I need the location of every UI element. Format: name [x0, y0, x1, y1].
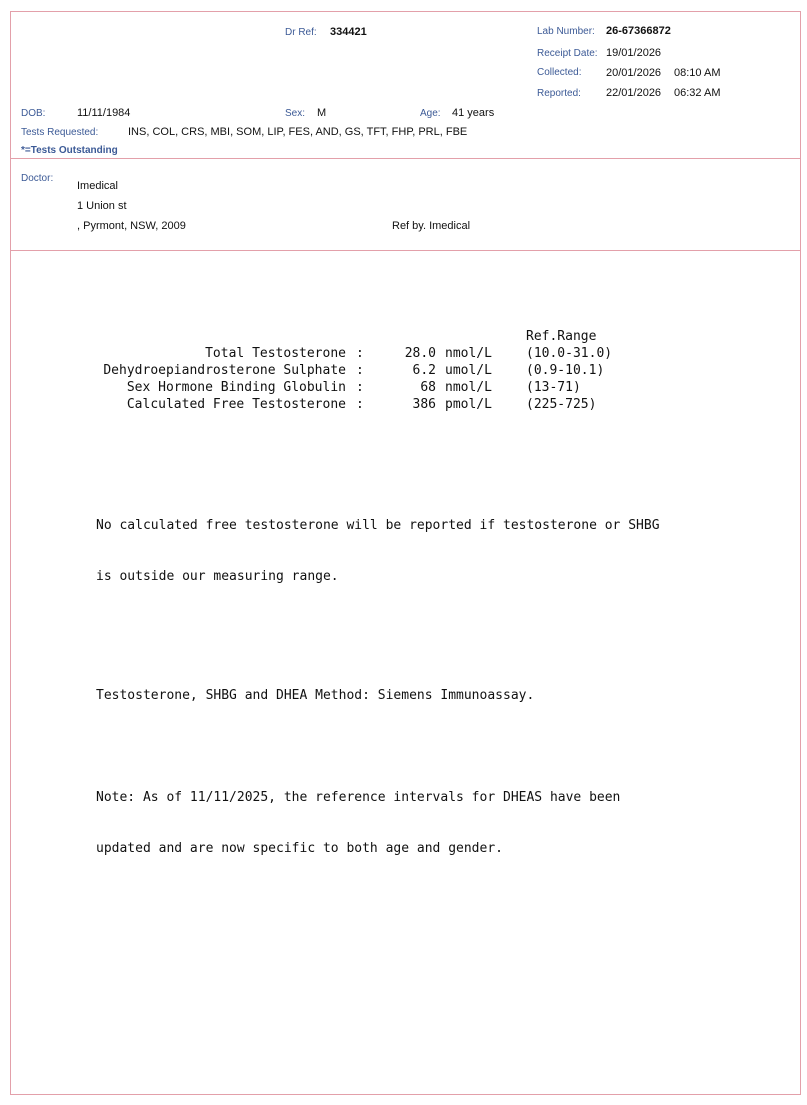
- result-ref-range: (225-725): [526, 397, 597, 412]
- result-name: Total Testosterone: [205, 346, 346, 361]
- reported-label: Reported:: [537, 88, 581, 99]
- result-name: Calculated Free Testosterone: [126, 397, 346, 412]
- sex-value: M: [317, 107, 327, 119]
- collected-time: 08:10 AM: [674, 67, 721, 79]
- result-ref-range: (10.0-31.0): [526, 346, 613, 361]
- ref-range-header: Ref.Range: [526, 329, 597, 344]
- result-value: 68: [420, 380, 436, 395]
- dob-label: DOB:: [21, 108, 46, 119]
- result-unit: pmol/L: [445, 397, 492, 412]
- reported-date: 22/01/2026: [606, 87, 662, 99]
- dheas-note-line2: updated and are now specific to both age and gender.: [96, 841, 503, 856]
- result-value: 28.0: [404, 346, 436, 361]
- free-testosterone-note-line1: No calculated free testosterone will be reported if testosterone or SHBG: [96, 518, 660, 533]
- ref-by: Ref by. Imedical: [392, 220, 471, 232]
- age-label: Age:: [420, 108, 441, 119]
- spacer: [96, 619, 660, 653]
- reported-time: 06:32 AM: [674, 87, 721, 99]
- age-value: 41 years: [452, 107, 495, 119]
- doctor-name: Imedical: [77, 180, 118, 192]
- result-unit: nmol/L: [445, 346, 492, 361]
- result-colon: :: [356, 346, 364, 361]
- method-note: Testosterone, SHBG and DHEA Method: Siemens Immunoassay.: [96, 688, 535, 703]
- receipt-date-value: 19/01/2026: [606, 47, 662, 59]
- dheas-note-line1: Note: As of 11/11/2025, the reference intervals for DHEAS have been: [96, 790, 621, 805]
- collected-date: 20/01/2026: [606, 67, 662, 79]
- result-name: Dehydroepiandrosterone Sulphate: [103, 363, 346, 378]
- sex-label: Sex:: [285, 108, 306, 119]
- spacer: [96, 738, 660, 755]
- free-testosterone-note-line2: is outside our measuring range.: [96, 569, 339, 584]
- lab-number-value: 26-67366872: [606, 25, 671, 37]
- tests-requested-label: Tests Requested:: [21, 127, 99, 138]
- result-colon: :: [356, 363, 364, 378]
- result-unit: nmol/L: [445, 380, 492, 395]
- dob-value: 11/11/1984: [77, 107, 131, 119]
- result-ref-range: (13-71): [526, 380, 581, 395]
- result-name: Sex Hormone Binding Globulin: [126, 380, 346, 395]
- result-colon: :: [356, 397, 364, 412]
- section-divider: [10, 250, 801, 251]
- doctor-address-line2: , Pyrmont, NSW, 2009: [77, 220, 186, 232]
- result-unit: umol/L: [445, 363, 492, 378]
- dr-ref-label: Dr Ref:: [285, 27, 317, 38]
- doctor-label: Doctor:: [21, 173, 54, 184]
- notes-section: [96, 483, 660, 874]
- doctor-address-line1: 1 Union st: [77, 200, 127, 212]
- dr-ref-value: 334421: [330, 26, 367, 38]
- tests-outstanding-note: *=Tests Outstanding: [21, 145, 118, 156]
- result-ref-range: (0.9-10.1): [526, 363, 605, 378]
- section-divider: [10, 158, 801, 159]
- result-value: 6.2: [412, 363, 436, 378]
- collected-label: Collected:: [537, 67, 582, 78]
- result-value: 386: [412, 397, 436, 412]
- tests-requested-value: INS, COL, CRS, MBI, SOM, LIP, FES, AND, GS, TFT, FHP, PRL, FBE: [128, 126, 468, 138]
- lab-number-label: Lab Number:: [537, 26, 595, 37]
- receipt-date-label: Receipt Date:: [537, 48, 598, 59]
- result-colon: :: [356, 380, 364, 395]
